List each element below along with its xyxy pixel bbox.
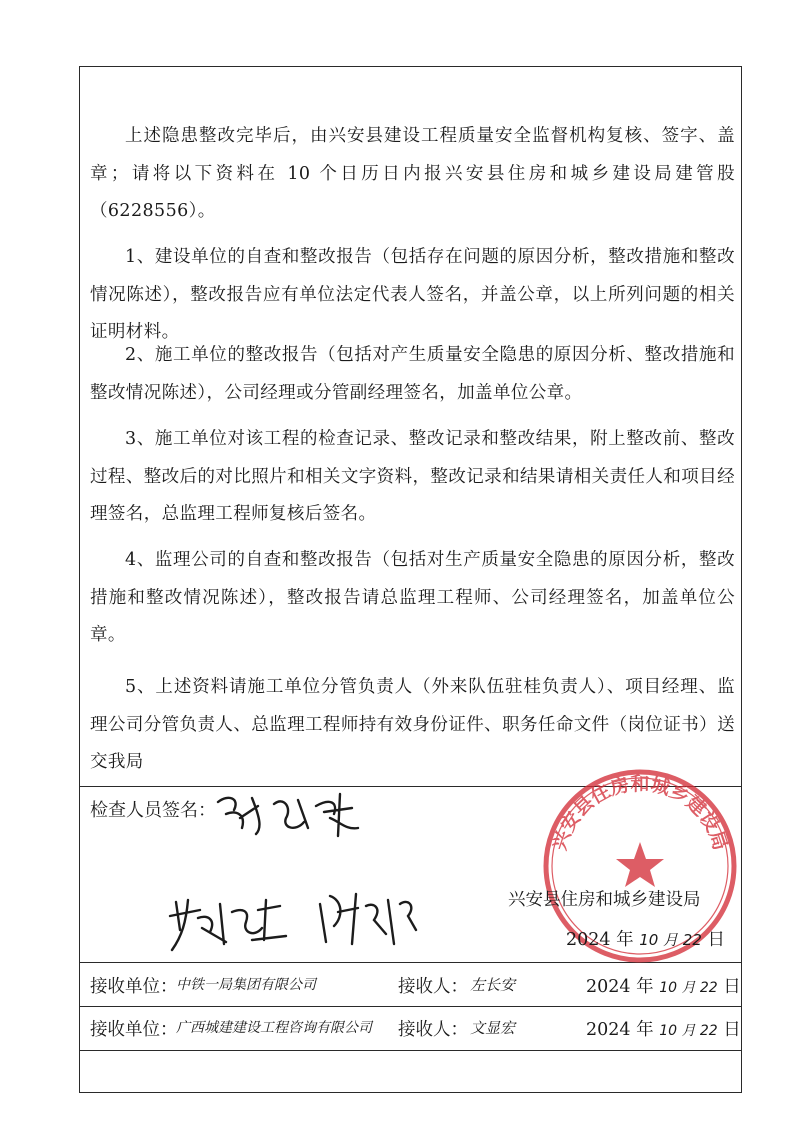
intro-paragraph: 上述隐患整改完毕后，由兴安县建设工程质量安全监督机构复核、签字、盖章；请将以下资料在 10 个日历日内报兴安县住房和城乡建设局建管股（6228556）。 [90,126,735,221]
receipt-1-date-day: 日 [723,977,741,997]
date-year: 2024 年 [566,930,634,950]
receipt-1-unit-handwritten: 中铁一局集团有限公司 [176,977,316,993]
receipt-2-unit-label: 接收单位： [90,1020,178,1040]
issuing-authority: 兴安县住房和城乡建设局 [508,890,701,910]
receipt-2-date-handwritten: 10 月 22 [659,1023,718,1039]
section-divider [79,1006,742,1007]
receipt-1-unit-label: 接收单位： [90,977,178,997]
receipt-2-date [586,1016,741,1041]
date-day-suffix: 日 [707,930,725,950]
inspector-signature-label: 检查人员签名： [90,800,216,821]
inspector-signature-3 [312,886,422,952]
receipt-2-person-label: 接收人： [398,1020,468,1040]
item-4-paragraph: 4、监理公司的自查和整改报告（包括对生产质量安全隐患的原因分析，整改措施和整改情况陈述），整改报告请总监理工程师、公司经理签名，加盖单位公章。 [90,550,735,645]
receipt-2-date-day: 日 [723,1020,741,1040]
receipt-1-person-handwritten: 左长安 [470,976,516,994]
svg-text:兴安县住房和城乡建设局 [549,773,732,853]
inspector-signature-1 [212,788,382,840]
inspector-signature-2 [162,892,292,958]
receipt-2-unit-handwritten: 广西城建建设工程咨询有限公司 [176,1020,372,1036]
seal-text: 兴安县住房和城乡建设局 [548,773,732,853]
receipt-1-date-year: 2024 年 [586,977,654,997]
receipt-2-date-year: 2024 年 [586,1020,654,1040]
receipt-1-person-label: 接收人： [398,977,468,997]
item-1-paragraph: 1、建设单位的自查和整改报告（包括存在问题的原因分析，整改措施和整改情况陈述），整改报告应有单位法定代表人签名，并盖公章，以上所列问题的相关证明材料。 [90,247,735,342]
section-divider [79,1050,742,1051]
receipt-1-date-handwritten: 10 月 22 [659,980,718,996]
inspection-date [566,926,725,951]
item-3-paragraph: 3、施工单位对该工程的检查记录、整改记录和整改结果，附上整改前、整改过程、整改后的对比照片和相关文字资料，整改记录和结果请相关责任人和项目经理签名，总监理工程师复核后签名。 [90,429,735,524]
receipt-1-date [586,973,741,998]
receipt-2-person-handwritten: 文显宏 [470,1019,516,1037]
item-2-paragraph: 2、施工单位的整改报告（包括对产生质量安全隐患的原因分析、整改措施和整改情况陈述），公司经理或分管副经理签名，加盖单位公章。 [90,345,735,403]
date-month-day-handwritten: 10 月 22 [639,931,702,949]
item-5-paragraph: 5、上述资料请施工单位分管负责人（外来队伍驻桂负责人）、项目经理、监理公司分管负责人、总监理工程师持有效身份证件、职务任命文件（岗位证书）送交我局 [90,677,735,772]
